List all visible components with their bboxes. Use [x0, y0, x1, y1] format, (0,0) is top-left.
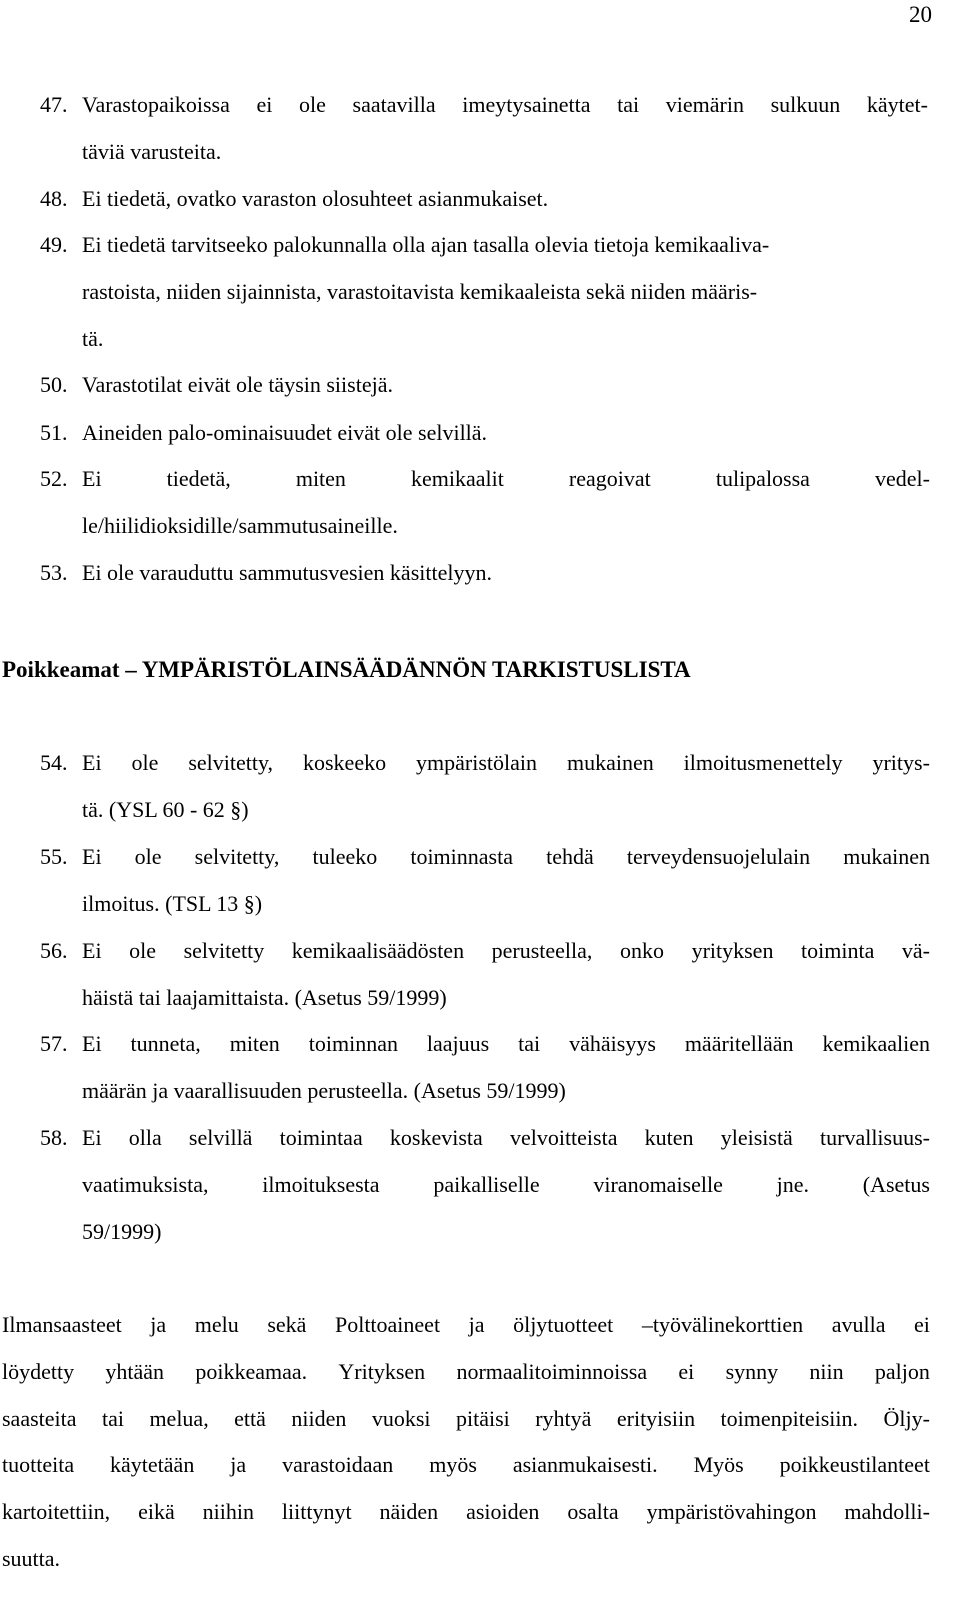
- word: ole: [299, 92, 326, 117]
- word: kemikaalisäädösten: [291, 938, 465, 963]
- word: ja: [150, 1312, 167, 1337]
- word: tiedetä,: [166, 466, 231, 491]
- word: reagoivat: [568, 466, 651, 491]
- list-item-number: 47.: [40, 92, 68, 117]
- word: melua,: [149, 1406, 209, 1431]
- word: mahdolli-: [844, 1499, 930, 1524]
- word: velvoitteista: [509, 1125, 618, 1150]
- word: koskevista: [389, 1125, 483, 1150]
- paragraph-line-justified: [2, 1450, 930, 1480]
- word: ole: [129, 938, 157, 963]
- word: –työvälinekorttien: [641, 1312, 804, 1337]
- word: viranomaiselle: [593, 1172, 723, 1197]
- list-item-line: Ei tiedetä, ovatko varaston olosuhteet asianmukaiset.: [82, 186, 549, 211]
- word: asianmukaisesti.: [512, 1452, 658, 1477]
- word: toimenpiteisiin.: [720, 1406, 859, 1431]
- word: ei: [678, 1359, 695, 1384]
- word: niin: [809, 1359, 844, 1384]
- word: löydetty: [2, 1359, 75, 1384]
- word: ole: [134, 844, 162, 869]
- word: kemikaalien: [822, 1031, 930, 1056]
- word: vaatimuksista,: [82, 1172, 209, 1197]
- list-item-line-justified: [82, 1170, 930, 1200]
- paragraph-line-justified: [2, 1497, 930, 1527]
- paragraph-line-justified: [2, 1310, 930, 1340]
- justified-line: [2, 1357, 930, 1387]
- word: myös: [429, 1452, 477, 1477]
- word: öljytuotteet: [513, 1312, 614, 1337]
- word: normaalitoiminnoissa: [456, 1359, 648, 1384]
- list-item-line-justified: [82, 842, 930, 872]
- word: avulla: [831, 1312, 886, 1337]
- list-item-line: Ei tiedetä tarvitseeko palokunnalla olla ajan tasalla olevia tietoja kemikaaliva-: [82, 232, 770, 257]
- word: Ei: [82, 1031, 102, 1056]
- word: mukainen: [566, 750, 654, 775]
- word: terveydensuojelulain: [626, 844, 811, 869]
- word: tai: [101, 1406, 124, 1431]
- list-item-line: le/hiilidioksidille/sammutusaineille.: [82, 513, 398, 538]
- list-item-line: rastoista, niiden sijainnista, varastoitavista kemikaaleista sekä niiden määris-: [82, 279, 758, 304]
- justified-line: [82, 1170, 930, 1200]
- justified-line: [82, 1123, 930, 1153]
- word: ja: [468, 1312, 485, 1337]
- word: yritys-: [872, 750, 930, 775]
- word: Varastopaikoissa: [82, 92, 230, 117]
- word: Polttoaineet: [334, 1312, 441, 1337]
- word: tunneta,: [130, 1031, 201, 1056]
- word: ryhtyä: [535, 1406, 592, 1431]
- justified-line: [82, 1029, 930, 1059]
- word: viemärin: [665, 92, 744, 117]
- word: Ei: [82, 844, 102, 869]
- word: perusteella,: [491, 938, 593, 963]
- word: jne.: [776, 1172, 810, 1197]
- list-item-line: täviä varusteita.: [82, 139, 222, 164]
- word: erityisiin: [616, 1406, 696, 1431]
- word: toiminta: [801, 938, 875, 963]
- word: toimintaa: [279, 1125, 363, 1150]
- word: vuoksi: [371, 1406, 431, 1431]
- list-item-line: määrän ja vaarallisuuden perusteella. (Asetus 59/1999): [82, 1078, 566, 1103]
- word: toiminnan: [308, 1031, 398, 1056]
- word: niihin: [202, 1499, 254, 1524]
- word: Ei: [82, 938, 102, 963]
- word: ei: [914, 1312, 930, 1337]
- paragraph-line-justified: [2, 1404, 930, 1434]
- word: ympäristölain: [416, 750, 538, 775]
- word: selvitetty,: [194, 844, 280, 869]
- word: selvitetty,: [188, 750, 274, 775]
- word: mukainen: [843, 844, 930, 869]
- word: yrityksen: [691, 938, 774, 963]
- word: ympäristövahingon: [646, 1499, 817, 1524]
- justified-line: [2, 1450, 930, 1480]
- word: poikkeustilanteet: [779, 1452, 930, 1477]
- word: liittynyt: [281, 1499, 352, 1524]
- word: tulipalossa: [715, 466, 810, 491]
- word: ole: [131, 750, 159, 775]
- list-item-line-justified: [82, 464, 930, 494]
- list-item-number: 55.: [40, 844, 68, 869]
- word: vä-: [901, 938, 930, 963]
- justified-line: [2, 1310, 930, 1340]
- list-item-number: 56.: [40, 938, 68, 963]
- word: Ilmansaasteet: [2, 1312, 122, 1337]
- word: (Asetus: [862, 1172, 930, 1197]
- word: tai: [518, 1031, 541, 1056]
- paragraph-line-justified: [2, 1357, 930, 1387]
- word: varastoidaan: [282, 1452, 394, 1477]
- word: koskeeko: [303, 750, 387, 775]
- word: synny: [725, 1359, 779, 1384]
- word: miten: [229, 1031, 280, 1056]
- word: osalta: [567, 1499, 619, 1524]
- list-item-number: 51.: [40, 420, 68, 445]
- word: poikkeamaa.: [195, 1359, 308, 1384]
- word: niiden: [291, 1406, 347, 1431]
- justified-line: [82, 748, 930, 778]
- word: käytetään: [110, 1452, 195, 1477]
- word: turvallisuus-: [820, 1125, 930, 1150]
- list-item-line: tä. (YSL 60 - 62 §): [82, 797, 249, 822]
- list-item-number: 53.: [40, 560, 68, 585]
- list-item-number: 52.: [40, 466, 68, 491]
- list-item-line-justified: [82, 1029, 930, 1059]
- justified-line: [2, 1497, 930, 1527]
- justified-line: [82, 842, 930, 872]
- word: eikä: [138, 1499, 175, 1524]
- word: laajuus: [426, 1031, 490, 1056]
- word: imeytysainetta: [462, 92, 591, 117]
- word: kuten: [644, 1125, 694, 1150]
- list-item-line-justified: [82, 1123, 930, 1153]
- word: sekä: [267, 1312, 307, 1337]
- list-item-line: ilmoitus. (TSL 13 §): [82, 891, 263, 916]
- word: tehdä: [546, 844, 594, 869]
- list-item-line: Varastotilat eivät ole täysin siistejä.: [82, 372, 393, 397]
- word: Ei: [82, 1125, 102, 1150]
- word: että: [234, 1406, 266, 1431]
- word: vedel-: [875, 466, 930, 491]
- word: ei: [256, 92, 273, 117]
- list-item-number: 48.: [40, 186, 68, 211]
- word: Yrityksen: [338, 1359, 426, 1384]
- list-item-line: 59/1999): [82, 1219, 162, 1244]
- list-item-line: Ei ole varauduttu sammutusvesien käsittelyyn.: [82, 560, 492, 585]
- word: näiden: [379, 1499, 439, 1524]
- word: tai: [617, 92, 640, 117]
- list-item-line: häistä tai laajamittaista. (Asetus 59/1999): [82, 985, 447, 1010]
- word: paikalliselle: [433, 1172, 540, 1197]
- list-item-line: tä.: [82, 326, 104, 351]
- word: paljon: [874, 1359, 930, 1384]
- word: käytet-: [866, 92, 928, 117]
- word: kartoitettiin,: [2, 1499, 111, 1524]
- word: tuotteita: [2, 1452, 75, 1477]
- word: yhtään: [105, 1359, 165, 1384]
- word: selvitetty: [183, 938, 265, 963]
- word: olla: [128, 1125, 162, 1150]
- word: ja: [230, 1452, 247, 1477]
- list-item-line-justified: [82, 748, 930, 778]
- word: yleisistä: [720, 1125, 793, 1150]
- word: saasteita: [2, 1406, 77, 1431]
- word: onko: [620, 938, 664, 963]
- word: Myös: [693, 1452, 744, 1477]
- word: Ei: [82, 750, 102, 775]
- word: ilmoitusmenettely: [683, 750, 843, 775]
- word: kemikaalit: [411, 466, 504, 491]
- word: ilmoituksesta: [262, 1172, 380, 1197]
- list-item-line-justified: [82, 936, 930, 966]
- list-item-line: [82, 90, 928, 120]
- word: sulkuun: [770, 92, 841, 117]
- list-item-line: Aineiden palo-ominaisuudet eivät ole selvillä.: [82, 420, 488, 445]
- word: miten: [295, 466, 346, 491]
- page-number: 20: [909, 2, 932, 27]
- section-heading: Poikkeamat – YMPÄRISTÖLAINSÄÄDÄNNÖN TARKISTUSLISTA: [2, 657, 691, 682]
- list-item-number: 54.: [40, 750, 68, 775]
- word: selvillä: [188, 1125, 253, 1150]
- justified-line: [82, 936, 930, 966]
- paragraph-line: suutta.: [2, 1546, 61, 1571]
- list-item-number: 49.: [40, 232, 68, 257]
- word: melu: [194, 1312, 239, 1337]
- word: määritellään: [684, 1031, 794, 1056]
- word: vähäisyys: [569, 1031, 656, 1056]
- list-item-number: 50.: [40, 372, 68, 397]
- word: pitäisi: [455, 1406, 510, 1431]
- list-item-number: 57.: [40, 1031, 68, 1056]
- justified-line: [2, 1404, 930, 1434]
- word: saatavilla: [352, 92, 436, 117]
- word: asioiden: [466, 1499, 540, 1524]
- list-item-number: 58.: [40, 1125, 68, 1150]
- word: Ei: [82, 466, 102, 491]
- word: tuleeko: [312, 844, 378, 869]
- word: Öljy-: [883, 1406, 930, 1431]
- word: toiminnasta: [410, 844, 513, 869]
- justified-line: [82, 464, 930, 494]
